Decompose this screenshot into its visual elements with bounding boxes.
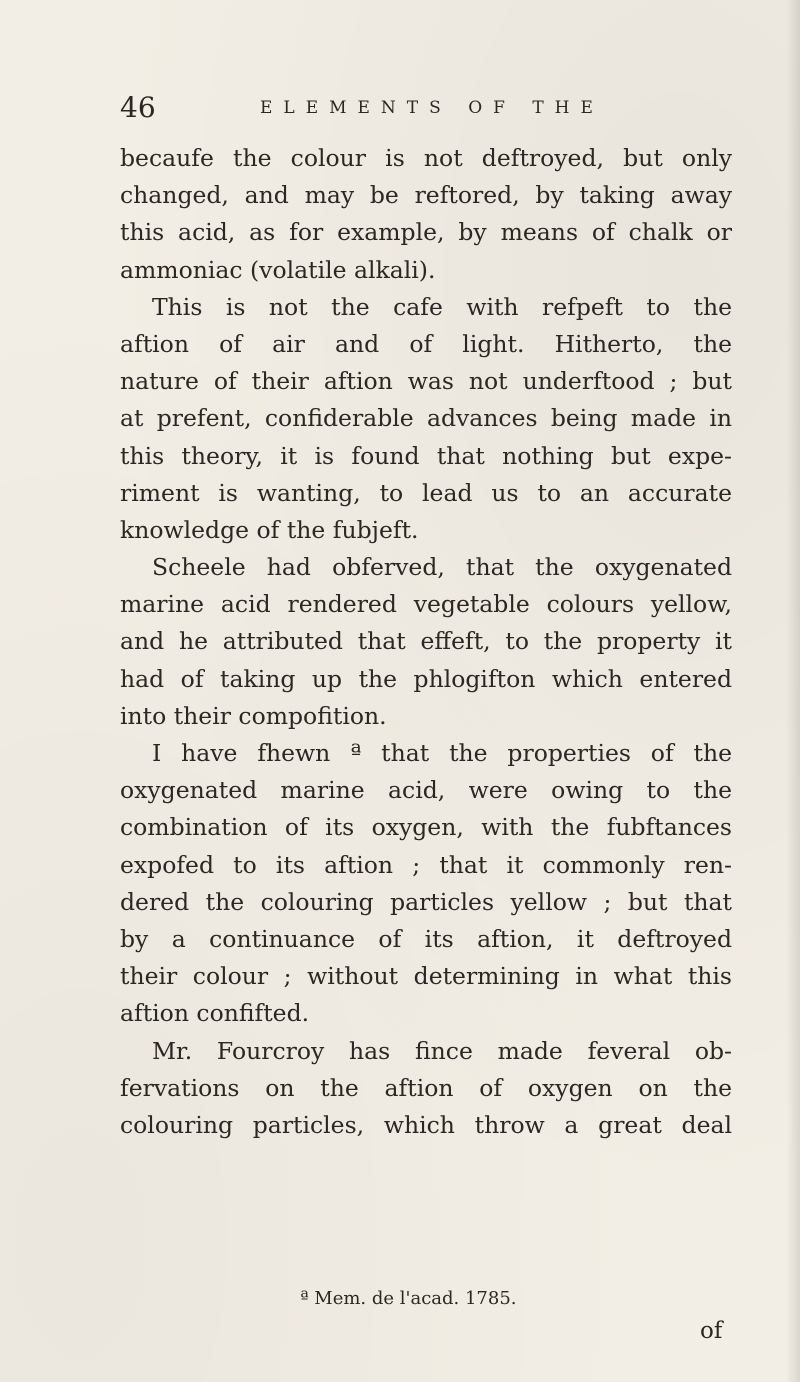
text-line: aftion of air and of light. Hitherto, the: [120, 329, 732, 358]
text-line: their colour ; without determining in what this: [120, 962, 732, 991]
footnote: ª Mem. de l'acad. 1785.: [300, 1288, 517, 1309]
body-text: [120, 140, 732, 1144]
text-line: had of taking up the phlogifton which entered: [120, 664, 732, 693]
text-line: Mr. Fourcroy has fince made feveral ob-: [152, 1036, 732, 1065]
text-line: dered the colouring particles yellow ; but that: [120, 887, 732, 916]
text-line: colouring particles, which throw a great deal: [120, 1110, 732, 1139]
text-line: expofed to its aftion ; that it commonly ren-: [120, 850, 732, 879]
page-edge-shadow: [786, 0, 800, 1382]
text-line: combination of its oxygen, with the fubftances: [120, 813, 732, 842]
running-head: ELEMENTS OF THE: [260, 98, 604, 118]
text-line: oxygenated marine acid, were owing to the: [120, 776, 732, 805]
text-line: at prefent, confiderable advances being made in: [120, 404, 732, 433]
text-line: knowledge of the fubjeft.: [120, 515, 419, 544]
page-header: [120, 92, 680, 132]
text-line: aftion confifted.: [120, 999, 310, 1028]
text-line: riment is wanting, to lead us to an accurate: [120, 478, 732, 507]
text-line: this theory, it is found that nothing but expe-: [120, 441, 732, 470]
text-line: marine acid rendered vegetable colours yellow,: [120, 590, 732, 619]
catchword: of: [700, 1318, 723, 1344]
text-line: Scheele had obferved, that the oxygenated: [152, 553, 732, 582]
text-line: into their compofition.: [120, 701, 387, 730]
text-line: ammoniac (volatile alkali).: [120, 255, 436, 284]
text-line: by a continuance of its aftion, it deftroyed: [120, 924, 732, 953]
text-line: fervations on the aftion of oxygen on the: [120, 1073, 732, 1102]
text-line: and he attributed that effeft, to the property it: [120, 627, 732, 656]
text-line: becaufe the colour is not deftroyed, but only: [120, 144, 732, 172]
page-number: 46: [120, 91, 156, 124]
text-line: this acid, as for example, by means of chalk or: [120, 218, 732, 247]
text-line: changed, and may be reftored, by taking away: [120, 181, 732, 210]
text-line: I have fhewn ª that the properties of the: [152, 739, 732, 767]
text-line: nature of their aftion was not underftood ; but: [120, 367, 732, 396]
text-line: This is not the cafe with refpeft to the: [152, 292, 732, 321]
